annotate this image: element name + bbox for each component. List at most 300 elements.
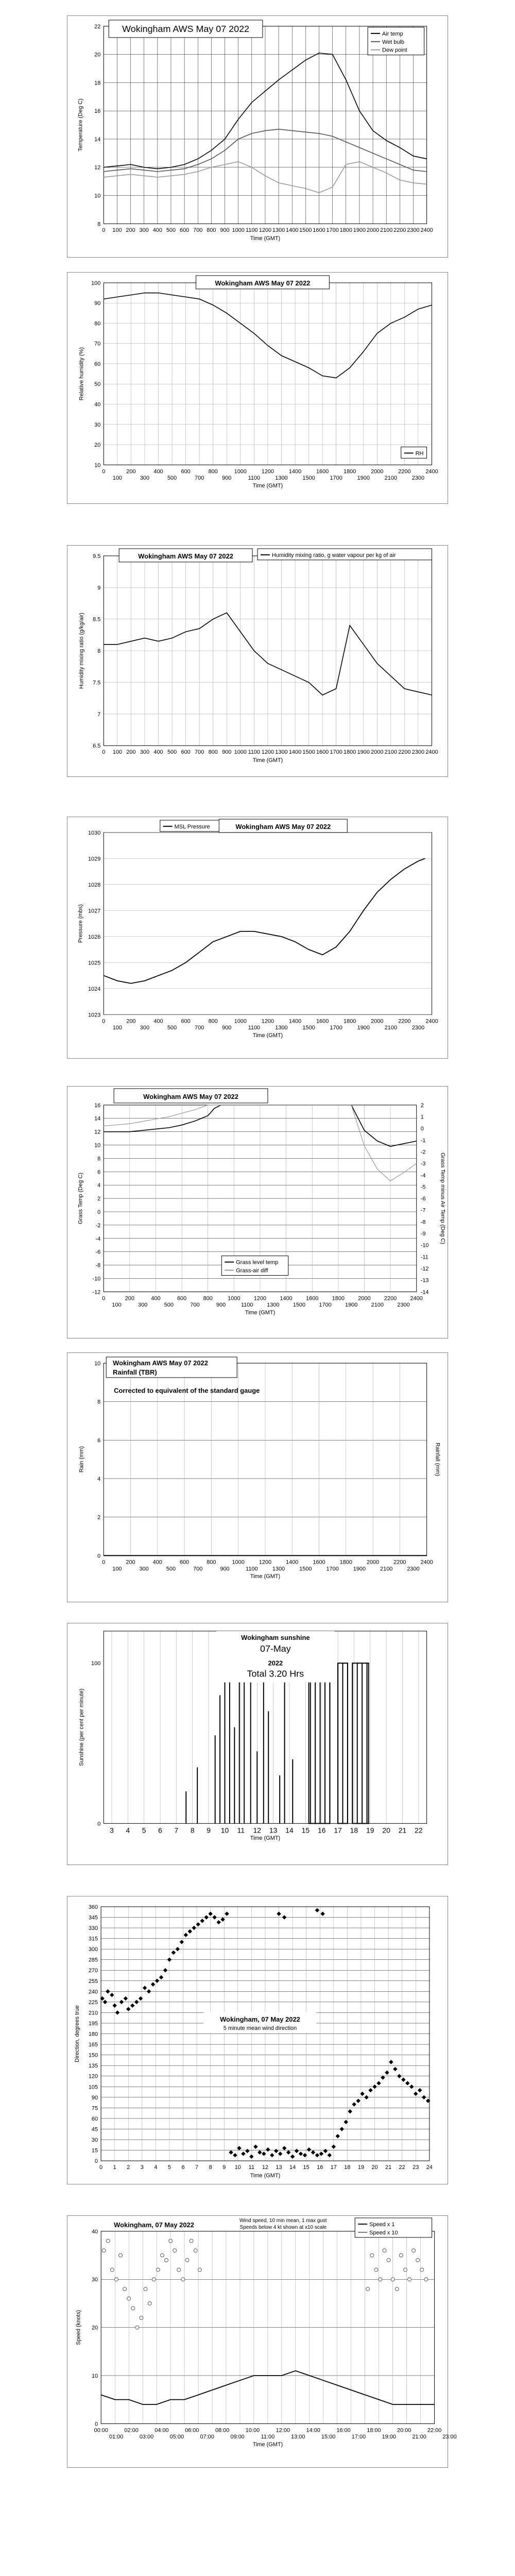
direction-point [103,2000,107,2004]
direction-point [147,1989,151,1993]
chart-title: Wokingham AWS May 07 2022 [235,822,331,831]
y-tick-label-right: -4 [420,1172,426,1179]
y-tick-label: 7 [97,711,101,718]
direction-point [368,2088,372,2092]
x-tick-label: 23:00 [442,2434,457,2441]
x-tick-label: 06:00 [185,2427,199,2434]
chart-title: Wokingham sunshine [241,1633,310,1641]
direction-point [360,2092,364,2096]
chart-title: Wokingham AWS May 07 2022 [215,279,311,287]
y-tick-label: 50 [94,381,101,388]
speed-x10-point [194,2249,197,2252]
y-tick-label: 0 [95,2421,98,2428]
y-tick-label: 1029 [88,856,101,862]
legend-label: Humidity mixing ratio, g water vapour per kg of air [271,552,396,558]
direction-point [110,1993,114,1997]
grass-temp-chart [67,1086,448,1338]
y-tick-label: 150 [88,2052,98,2059]
x-tick-label: 200 [126,227,135,234]
x-tick-label: 1900 [345,1302,358,1309]
direction-point [328,2153,332,2157]
direction-point [262,2151,266,2156]
y-tick-label-right: -7 [420,1207,426,1214]
x-tick-label: 2100 [384,749,398,756]
x-tick-label: 800 [208,749,218,756]
x-tick-label: 800 [208,1018,218,1025]
x-tick-label: 05:00 [169,2434,184,2441]
x-axis-label: Time (GMT) [252,757,283,764]
y-tick-label: 285 [88,1957,98,1963]
direction-point [332,2145,336,2149]
x-tick-label: 1100 [248,1025,261,1031]
speed-x10-point [181,2278,185,2281]
x-tick-label: 1200 [261,749,274,756]
y-tick-label-right: -13 [420,1277,429,1284]
x-tick-label: 200 [126,749,136,756]
y-tick-label: -8 [95,1262,101,1269]
wind-direction-chart-svg [67,1896,448,2184]
y-tick-label: 1027 [88,908,101,914]
y-tick-label: 40 [94,401,101,408]
x-tick-label: 0 [102,1295,106,1302]
x-tick-label: 300 [140,1025,150,1031]
x-tick-label: 22 [415,1826,423,1835]
chart-title: Wokingham AWS May 07 2022 [122,23,250,34]
x-tick-label: 1900 [357,1025,370,1031]
x-tick-label: 1200 [259,227,272,234]
direction-point [180,1940,184,1944]
x-tick-label: 400 [152,227,162,234]
x-tick-label: 1600 [316,1018,329,1025]
x-tick-label: 2 [127,2164,130,2171]
y-tick-label: 8 [97,221,101,228]
x-tick-label: 400 [151,1295,161,1302]
x-tick-label: 700 [195,749,204,756]
x-tick-label: 1800 [339,227,352,234]
x-axis-label: Time (GMT) [250,235,281,242]
speed-x10-point [190,2239,193,2243]
direction-point [393,2067,397,2071]
direction-point [397,2074,401,2078]
x-tick-label: 2000 [371,1018,384,1025]
speed-x10-point [102,2249,106,2252]
chart-year: 2022 [268,1659,283,1667]
chart-note: Speeds below 4 kt shown at x10 scale [239,2224,327,2230]
direction-point [344,2120,348,2124]
x-tick-label: 200 [126,1018,136,1025]
legend-label: Speed x 1 [369,2221,395,2228]
x-tick-label: 500 [167,749,177,756]
x-tick-label: 11 [237,1826,245,1835]
x-tick-label: 04:00 [154,2427,169,2434]
direction-point [320,1911,324,1916]
y-tick-label-right: -1 [420,1137,426,1144]
y-tick-label: 22 [94,23,101,30]
x-tick-label: 21:00 [412,2434,426,2441]
direction-point [266,2147,270,2151]
x-tick-label: 15:00 [321,2434,336,2441]
direction-point [188,1929,192,1934]
direction-point [216,1920,220,1924]
direction-point [336,2134,340,2138]
x-tick-label: 2400 [425,1018,438,1025]
x-tick-label: 1500 [302,1025,315,1031]
x-tick-label: 2200 [393,1559,406,1566]
y-tick-label: 4 [97,1476,101,1482]
y-tick-label: 80 [94,320,101,327]
mixing-ratio-chart-svg [67,546,448,776]
speed-x10-point [399,2253,403,2257]
x-tick-label: 1900 [357,475,370,482]
x-tick-label: 500 [167,1025,177,1031]
x-tick-label: 1300 [267,1302,280,1309]
x-tick-label: 1200 [259,1559,272,1566]
y-tick-label: 9.5 [93,553,101,560]
y-tick-label-right: 0 [420,1126,424,1132]
y-tick-label: -10 [92,1276,101,1282]
x-tick-label: 900 [222,475,232,482]
x-tick-label: 13:00 [291,2434,305,2441]
direction-point [241,2151,245,2156]
y-tick-label: 100 [91,280,101,286]
x-axis-label: Time (GMT) [250,2173,281,2179]
x-tick-label: 1200 [261,468,274,475]
x-tick-label: 01:00 [109,2434,124,2441]
x-tick-label: 600 [181,468,191,475]
y-tick-label: 12 [94,1129,101,1136]
y-axis-label: Grass Temp (Deg C) [77,1173,84,1225]
x-tick-label: 100 [112,1025,122,1031]
y-tick-label: 9 [97,585,101,591]
x-tick-label: 18 [350,1826,358,1835]
y-tick-label: -6 [95,1249,101,1256]
wind-direction-chart [67,1896,448,2184]
speed-x10-point [165,2258,168,2262]
x-tick-label: 23 [413,2164,419,2171]
x-tick-label: 1400 [288,1018,302,1025]
x-tick-label: 10:00 [245,2427,260,2434]
y-tick-label: 4 [97,1182,101,1189]
x-tick-label: 16:00 [336,2427,351,2434]
x-tick-label: 200 [126,1559,135,1566]
x-tick-label: 800 [203,1295,213,1302]
x-tick-label: 1000 [232,1559,245,1566]
speed-x10-point [412,2249,416,2252]
direction-point [115,2010,119,2014]
y-tick-label: 20 [94,52,101,58]
chart-subtitle: Rainfall (TBR) [113,1368,157,1376]
x-axis-label: Time (GMT) [250,1573,281,1580]
x-tick-label: 1800 [339,1559,352,1566]
x-tick-label: 2100 [380,1566,393,1572]
x-tick-label: 1400 [288,749,302,756]
y-tick-label: -4 [95,1235,101,1242]
x-tick-label: 17:00 [351,2434,366,2441]
speed-x10-point [395,2287,399,2291]
x-tick-label: 900 [222,749,232,756]
y-axis-label-right: Rainfall (mm) [434,1443,441,1477]
x-tick-label: 1300 [275,1025,288,1031]
x-tick-label: 4 [126,1826,130,1835]
x-tick-label: 11 [248,2164,255,2171]
y-tick-label-right: 2 [420,1102,424,1109]
y-tick-label: 1023 [88,1012,101,1019]
x-tick-label: 2100 [371,1302,384,1309]
x-tick-label: 100 [112,227,122,234]
y-tick-label: 330 [88,1925,98,1932]
x-tick-label: 1800 [344,468,356,475]
y-tick-label-right: -12 [420,1266,429,1273]
x-tick-label: 400 [153,1018,163,1025]
x-tick-label: 1300 [275,475,288,482]
y-tick-label: 255 [88,1978,98,1985]
y-tick-label-right: -10 [420,1242,429,1249]
x-tick-label: 1100 [246,227,258,234]
direction-point [151,1982,155,1986]
x-tick-label: 300 [140,475,150,482]
speed-x10-point [135,2326,139,2329]
x-tick-label: 8 [209,2164,212,2171]
y-tick-label-right: 1 [420,1114,424,1121]
y-tick-label: 10 [94,1142,101,1149]
speed-x10-point [374,2268,378,2272]
x-tick-label: 1400 [288,468,302,475]
x-tick-label: 08:00 [215,2427,230,2434]
x-tick-label: 0 [102,468,106,475]
x-tick-label: 1400 [286,1559,299,1566]
x-tick-label: 8 [190,1826,195,1835]
x-tick-label: 1600 [313,227,325,234]
x-tick-label: 22 [399,2164,405,2171]
x-tick-label: 14 [285,1826,294,1835]
x-tick-label: 700 [193,227,203,234]
x-tick-label: 20 [382,1826,390,1835]
x-tick-label: 600 [179,227,190,234]
x-tick-label: 1100 [246,1566,258,1572]
direction-point [286,2150,290,2154]
y-tick-label: 120 [88,2073,98,2080]
x-tick-label: 2300 [407,227,420,234]
chart-subtitle: 5 minute mean wind direction [223,2025,297,2032]
x-tick-label: 1700 [326,227,339,234]
y-tick-label: 60 [94,361,101,367]
y-tick-label: 10 [92,2372,98,2379]
y-tick-label: 90 [91,2094,98,2101]
x-tick-label: 700 [195,475,204,482]
direction-point [274,2149,278,2153]
x-tick-label: 02:00 [124,2427,139,2434]
temperature-chart-svg [67,16,448,257]
x-tick-label: 20:00 [397,2427,411,2434]
y-tick-label: 0 [97,1553,101,1560]
x-tick-label: 900 [222,1025,232,1031]
x-axis-label: Time (GMT) [245,1310,276,1316]
y-tick-label: 210 [88,2010,98,2016]
speed-x10-point [366,2287,370,2291]
x-tick-label: 1500 [302,749,315,756]
y-tick-label: 345 [88,1914,98,1921]
speed-x10-point [106,2239,110,2243]
x-tick-label: 2200 [384,1295,397,1302]
direction-point [290,2155,295,2159]
pressure-chart-svg [67,817,448,1058]
x-tick-label: 1700 [330,1025,342,1031]
y-axis-label: Temperature (Deg C) [77,98,84,151]
x-tick-label: 15 [301,1826,310,1835]
x-tick-label: 1900 [357,749,370,756]
x-tick-label: 1000 [228,1295,241,1302]
legend-label: Grass-air diff [236,1267,268,1274]
speed-x10-point [416,2258,420,2262]
direction-point [249,2155,253,2159]
speed-x10-point [420,2268,424,2272]
humidity-chart [67,272,448,504]
y-tick-label: 10 [94,1360,101,1367]
direction-point [315,1908,319,1912]
x-tick-label: 600 [181,749,191,756]
direction-point [167,1957,171,1961]
speed-x10-point [148,2301,151,2305]
x-tick-label: 0 [102,749,106,756]
speed-x10-point [110,2268,114,2272]
direction-point [418,2088,422,2092]
x-axis-label: Time (GMT) [250,1835,281,1842]
x-tick-label: 2200 [393,227,406,234]
x-tick-label: 9 [222,2164,226,2171]
x-tick-label: 1000 [234,1018,247,1025]
speed-x10-point [391,2278,394,2281]
direction-point [124,1996,128,2001]
direction-point [225,1911,229,1916]
grass-temp-chart-svg [67,1087,448,1338]
x-tick-label: 600 [181,1018,191,1025]
speed-x10-point [131,2307,135,2310]
speed-x10-point [169,2239,173,2243]
sunshine-block [352,1663,368,1823]
x-tick-label: 2300 [411,1025,425,1031]
x-tick-label: 1100 [241,1302,253,1309]
speed-x10-point [114,2278,118,2281]
x-tick-label: 1500 [299,1566,312,1572]
speed-x10-point [156,2268,160,2272]
direction-point [282,1915,286,1919]
y-tick-label: 8 [97,648,101,655]
chart-date: 07-May [260,1643,291,1654]
x-tick-label: 1600 [316,749,329,756]
x-tick-label: 1400 [280,1295,293,1302]
x-tick-label: 0 [99,2164,103,2171]
y-tick-label: 8 [97,1399,101,1405]
x-tick-label: 5 [142,1826,146,1835]
x-axis-label: Time (GMT) [252,2442,283,2448]
mixing-ratio-chart [67,545,448,777]
direction-point [307,2147,311,2151]
direction-point [200,1919,204,1923]
y-tick-label: 6 [97,1169,101,1176]
x-tick-label: 2400 [425,468,438,475]
x-tick-label: 2200 [398,1018,411,1025]
x-tick-label: 400 [153,749,163,756]
y-tick-label: 6.5 [93,743,101,750]
y-tick-label: 0 [95,2158,98,2165]
chart-total: Total 3.20 Hrs [247,1668,304,1679]
rainfall-chart [67,1352,448,1602]
y-axis-label-right: Grass Temp minus Air Temp (Deg C) [439,1153,446,1244]
x-tick-label: 5 [167,2164,171,2171]
y-tick-label: 18 [94,80,101,87]
y-tick-label: 8.5 [93,616,101,623]
x-tick-label: 2000 [366,1559,380,1566]
y-tick-label: 20 [94,442,101,449]
chart-title: Wokingham AWS May 07 2022 [113,1359,208,1367]
x-tick-label: 100 [112,749,123,756]
direction-point [340,2127,344,2131]
direction-point [229,2150,233,2154]
y-tick-label: 1025 [88,960,101,967]
y-tick-label: 315 [88,1936,98,1942]
sunshine-block [309,1663,330,1823]
y-tick-label: 1026 [88,934,101,940]
x-tick-label: 100 [112,1566,122,1572]
y-tick-label-right: -3 [420,1161,426,1167]
x-tick-label: 16 [317,2164,323,2171]
x-tick-label: 9 [207,1826,211,1835]
direction-point [106,1989,110,1993]
x-tick-label: 1900 [353,227,366,234]
speed-x10-point [185,2258,189,2262]
x-tick-label: 700 [190,1302,200,1309]
x-tick-label: 13 [276,2164,282,2171]
x-tick-label: 2000 [371,468,384,475]
x-tick-label: 2100 [384,475,398,482]
direction-point [130,2004,134,2008]
y-tick-label: 60 [91,2115,98,2122]
direction-point [245,2149,249,2153]
direction-point [385,2071,389,2075]
y-tick-label: 30 [91,2137,98,2144]
x-tick-label: 0 [102,1559,106,1566]
x-tick-label: 300 [140,749,150,756]
y-tick-label: 6 [97,1437,101,1444]
direction-point [364,2095,368,2099]
x-tick-label: 09:00 [230,2434,245,2441]
speed-x10-point [144,2287,147,2291]
x-tick-label: 1500 [299,227,312,234]
y-tick-label: 30 [92,2277,98,2283]
direction-point [208,1911,212,1916]
direction-point [163,1968,167,1972]
x-tick-label: 14 [289,2164,296,2171]
direction-point [277,1911,281,1916]
chart-title: Wokingham, 07 May 2022 [220,2015,300,2024]
x-tick-label: 300 [139,227,149,234]
x-tick-label: 21 [385,2164,392,2171]
x-tick-label: 900 [220,1566,230,1572]
y-axis-label: Speed (knots) [75,2310,82,2345]
y-tick-label: 135 [88,2063,98,2070]
speed-x10-point [140,2316,143,2319]
direction-point [159,1975,163,1979]
x-tick-label: 400 [152,1559,162,1566]
x-tick-label: 15 [303,2164,310,2171]
x-tick-label: 2400 [420,227,433,234]
x-tick-label: 13 [269,1826,278,1835]
speed-x10-point [370,2253,374,2257]
x-tick-label: 1900 [353,1566,366,1572]
direction-point [282,2146,286,2150]
direction-point [204,1915,208,1919]
legend-label: Air temp [382,30,403,37]
